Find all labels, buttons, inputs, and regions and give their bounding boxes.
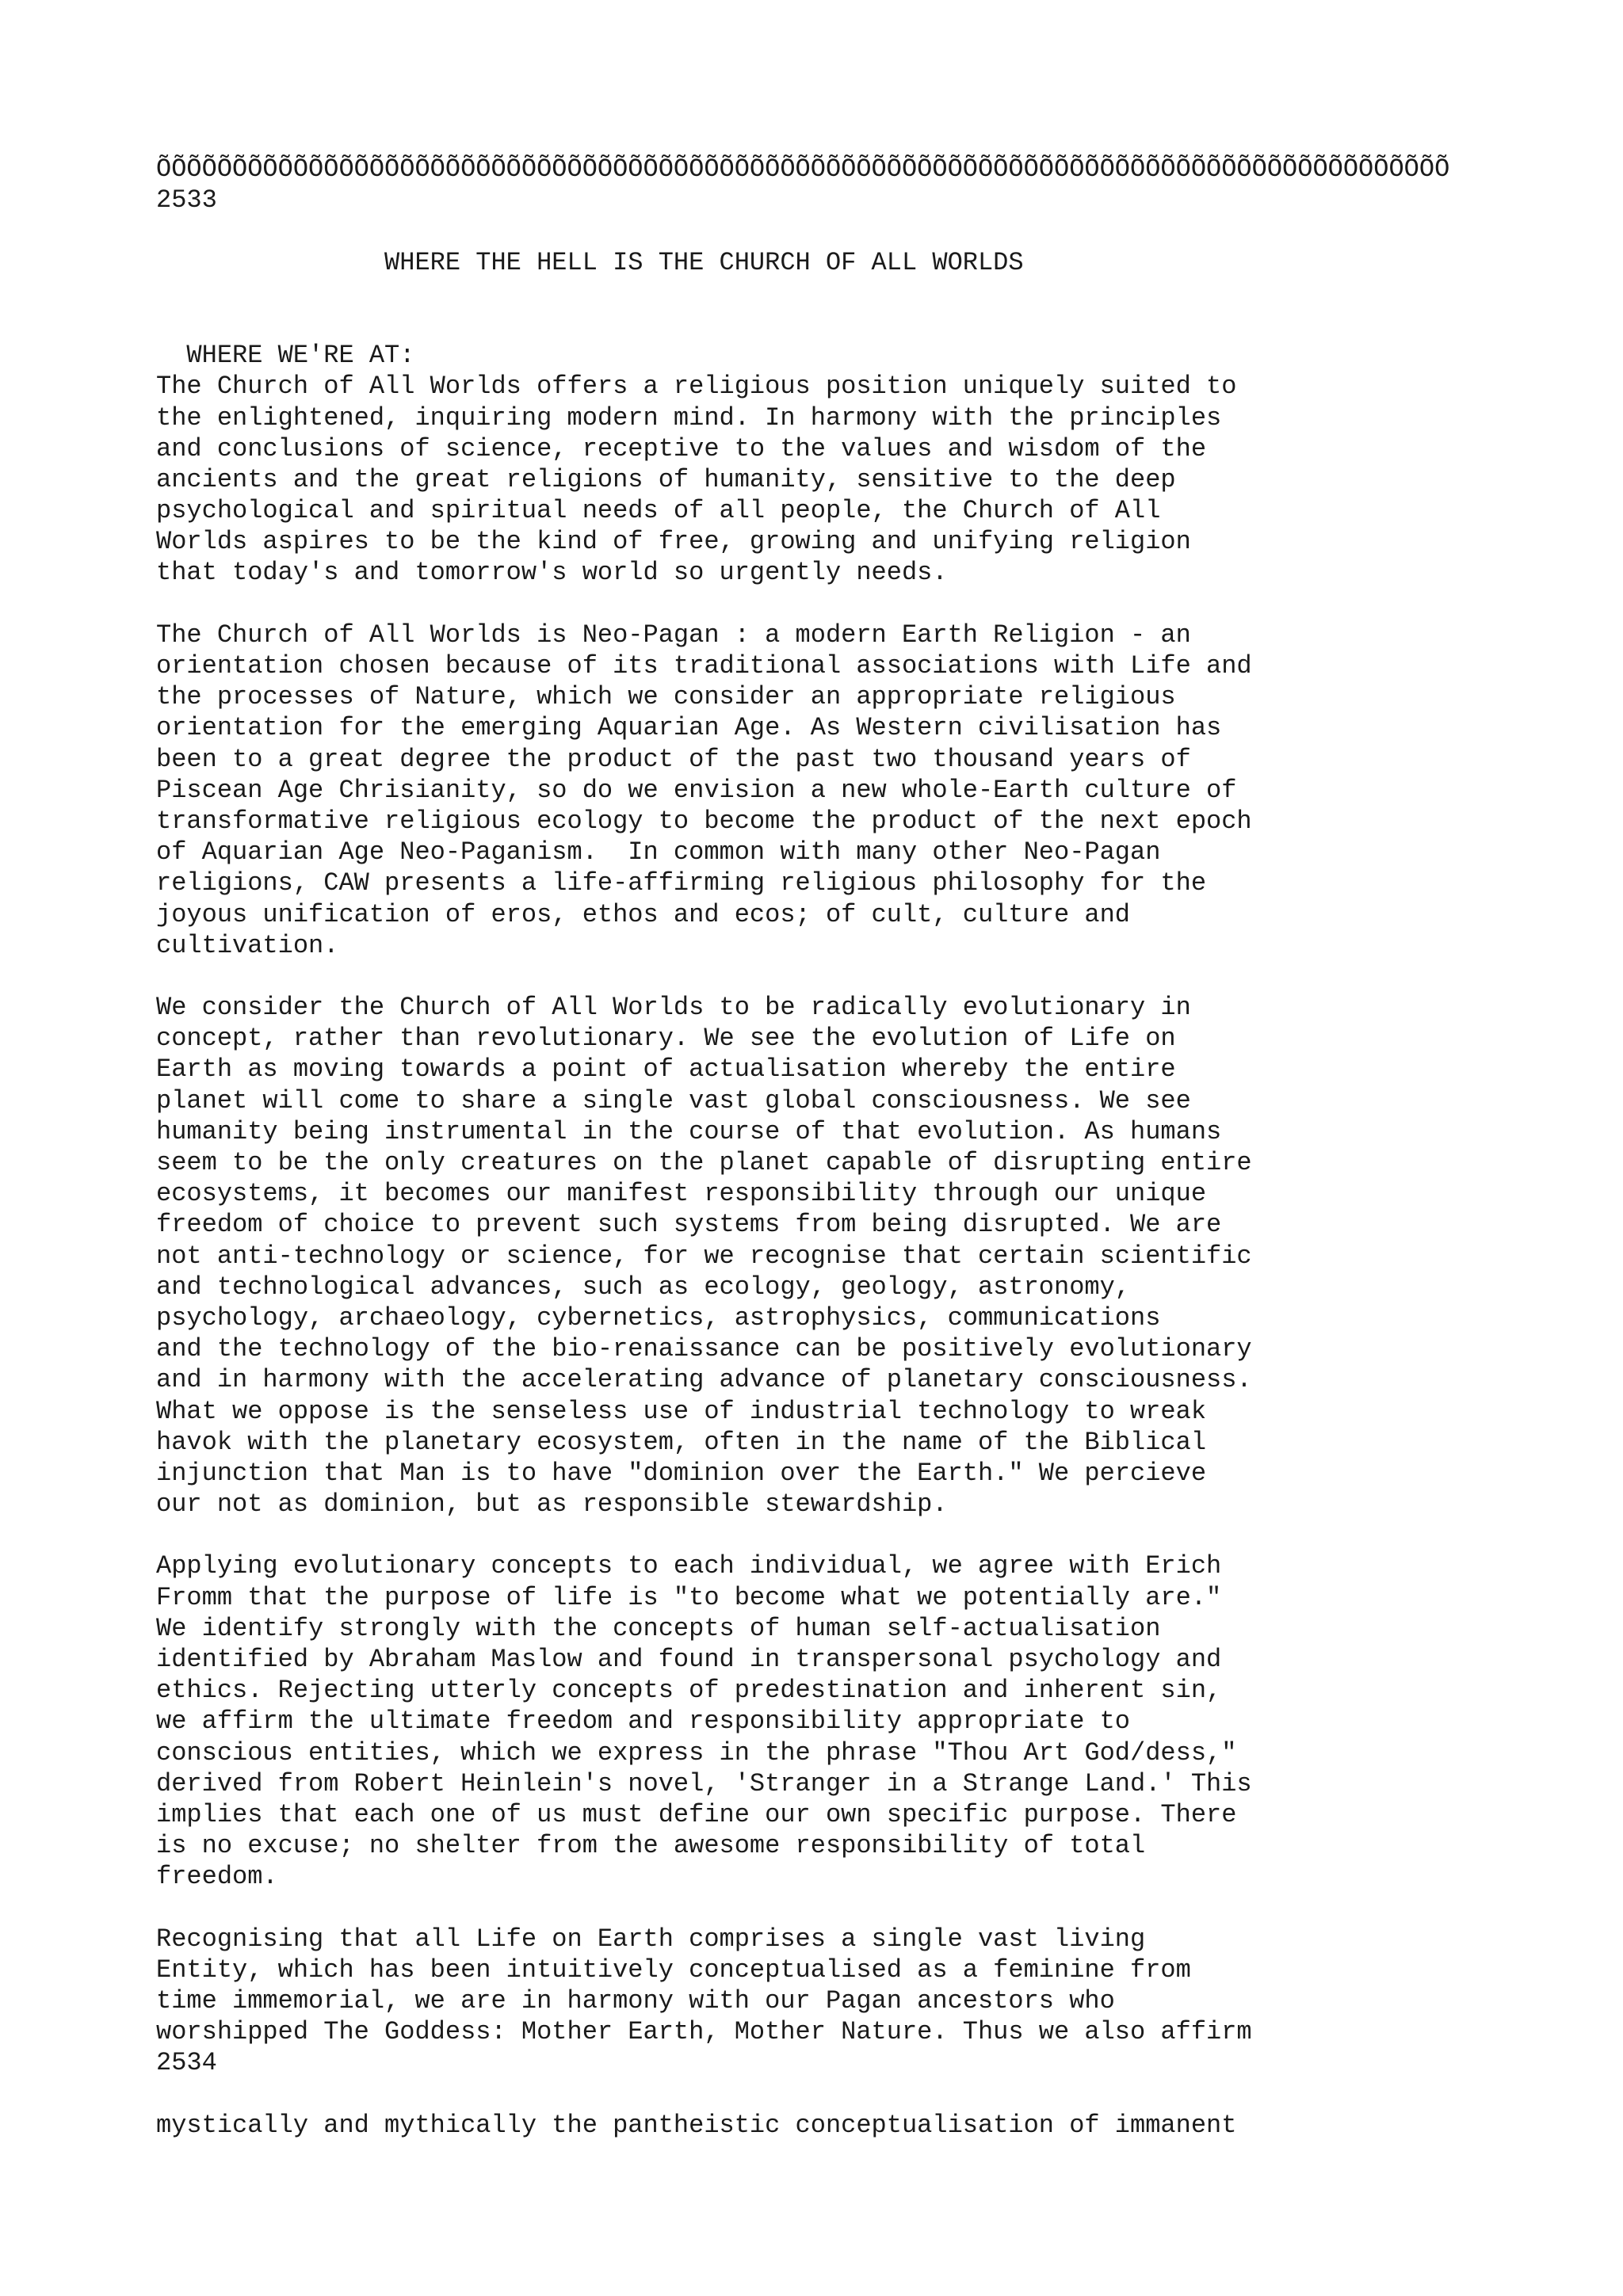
text-line: seem to be the only creatures on the planet capable of disrupting entire: [156, 1148, 1252, 1177]
paragraph: [156, 620, 1583, 961]
text-line: freedom.: [156, 1862, 278, 1892]
text-line: conscious entities, which we express in the phrase "Thou Art God/dess,": [156, 1737, 1237, 1768]
text-line: the processes of Nature, which we consider an appropriate religious: [156, 682, 1176, 712]
blank-line: [156, 215, 1583, 246]
text-line: orientation chosen because of its traditional associations with Life and: [156, 651, 1252, 681]
document-page: [156, 154, 1583, 2141]
text-line: we affirm the ultimate freedom and responsibility appropriate to: [156, 1707, 1130, 1737]
text-line: orientation for the emerging Aquarian Age. As Western civilisation has: [156, 713, 1222, 743]
text-line: that today's and tomorrow's world so urgently needs.: [156, 558, 948, 588]
separator-line: ÕÕÕÕÕÕÕÕÕÕÕÕÕÕÕÕÕÕÕÕÕÕÕÕÕÕÕÕÕÕÕÕÕÕÕÕÕÕÕÕÕÕÕÕÕÕÕÕÕÕÕÕÕÕÕÕÕÕÕÕÕÕÕÕÕÕÕÕÕÕÕÕÕÕÕÕÕÕÕÕÕÕÕÕÕ: [156, 154, 1450, 184]
text-line: time immemorial, we are in harmony with our Pagan ancestors who: [156, 1986, 1115, 2016]
text-line: Entity, which has been intuitively conceptualised as a feminine from: [156, 1955, 1191, 1985]
continuation-line: mystically and mythically the pantheistic conceptualisation of immanent: [156, 2110, 1237, 2140]
text-line: freedom of choice to prevent such systems from being disrupted. We are: [156, 1210, 1222, 1240]
text-line: The Church of All Worlds is Neo-Pagan : a modern Earth Religion - an: [156, 620, 1191, 650]
text-line: humanity being instrumental in the course of that evolution. As humans: [156, 1116, 1222, 1146]
text-line: We identify strongly with the concepts of human self-actualisation: [156, 1613, 1161, 1643]
text-line: cultivation.: [156, 930, 339, 960]
text-line: What we oppose is the senseless use of industrial technology to wreak: [156, 1396, 1207, 1426]
text-line: joyous unification of eros, ethos and ecos; of cult, culture and: [156, 899, 1130, 929]
paragraph: [156, 992, 1583, 1520]
blank-line: [156, 2079, 1583, 2110]
text-line: psychological and spiritual needs of all people, the Church of All: [156, 496, 1161, 526]
text-line: Fromm that the purpose of life is "to become what we potentially are.": [156, 1582, 1222, 1612]
blank-line: [156, 961, 1583, 992]
page-number: 2533: [156, 185, 217, 215]
text-line: Piscean Age Chrisianity, so do we envision a new whole-Earth culture of: [156, 775, 1237, 805]
text-line: Applying evolutionary concepts to each individual, we agree with Erich: [156, 1551, 1222, 1581]
text-line: injunction that Man is to have "dominion over the Earth." We percieve: [156, 1458, 1207, 1488]
text-line: identified by Abraham Maslow and found in transpersonal psychology and: [156, 1645, 1222, 1674]
blank-line: [156, 589, 1583, 620]
text-line: the enlightened, inquiring modern mind. In harmony with the principles: [156, 402, 1222, 433]
text-line: ecosystems, it becomes our manifest responsibility through our unique: [156, 1179, 1207, 1209]
text-line: derived from Robert Heinlein's novel, 'Stranger in a Strange Land.' This: [156, 1768, 1252, 1798]
blank-line: [156, 278, 1583, 309]
text-line: been to a great degree the product of the past two thousand years of: [156, 744, 1191, 774]
blank-line: [156, 309, 1583, 340]
text-line: ethics. Rejecting utterly concepts of predestination and inherent sin,: [156, 1676, 1222, 1706]
text-line: havok with the planetary ecosystem, often in the name of the Biblical: [156, 1427, 1207, 1457]
text-line: worshipped The Goddess: Mother Earth, Mother Nature. Thus we also affirm: [156, 2017, 1252, 2047]
text-line: our not as dominion, but as responsible stewardship.: [156, 1489, 948, 1520]
document-title: WHERE THE HELL IS THE CHURCH OF ALL WORLDS: [156, 247, 1024, 277]
text-line: Recognising that all Life on Earth comprises a single vast living: [156, 1924, 1146, 1954]
text-line: ancients and the great religions of humanity, sensitive to the deep: [156, 464, 1176, 494]
text-line: planet will come to share a single vast global consciousness. We see: [156, 1085, 1191, 1116]
text-line: is no excuse; no shelter from the awesome responsibility of total: [156, 1831, 1146, 1861]
text-line: Worlds aspires to be the kind of free, growing and unifying religion: [156, 527, 1191, 557]
text-line: not anti-technology or science, for we recognise that certain scientific: [156, 1241, 1252, 1271]
text-line: We consider the Church of All Worlds to be radically evolutionary in: [156, 993, 1191, 1023]
text-line: and conclusions of science, receptive to the values and wisdom of the: [156, 433, 1207, 463]
text-line: religions, CAW presents a life-affirming religious philosophy for the: [156, 868, 1207, 898]
section-heading: WHERE WE'RE AT:: [156, 341, 415, 371]
paragraph: [156, 1924, 1583, 2048]
text-line: The Church of All Worlds offers a religious position uniquely suited to: [156, 372, 1237, 402]
text-line: psychology, archaeology, cybernetics, astrophysics, communications: [156, 1302, 1161, 1333]
text-line: and the technology of the bio-renaissance can be positively evolutionary: [156, 1334, 1252, 1364]
text-line: Earth as moving towards a point of actualisation whereby the entire: [156, 1055, 1176, 1085]
text-line: implies that each one of us must define our own specific purpose. There: [156, 1799, 1237, 1829]
blank-line: [156, 1893, 1583, 1924]
text-line: concept, rather than revolutionary. We see the evolution of Life on: [156, 1024, 1176, 1054]
page-number: 2534: [156, 2048, 217, 2078]
text-line: of Aquarian Age Neo-Paganism. In common with many other Neo-Pagan: [156, 837, 1161, 868]
text-line: and technological advances, such as ecology, geology, astronomy,: [156, 1272, 1130, 1302]
text-line: and in harmony with the accelerating advance of planetary consciousness.: [156, 1365, 1252, 1395]
blank-line: [156, 1520, 1583, 1550]
paragraph: [156, 371, 1583, 588]
text-line: transformative religious ecology to become the product of the next epoch: [156, 806, 1252, 836]
paragraph: [156, 1550, 1583, 1892]
